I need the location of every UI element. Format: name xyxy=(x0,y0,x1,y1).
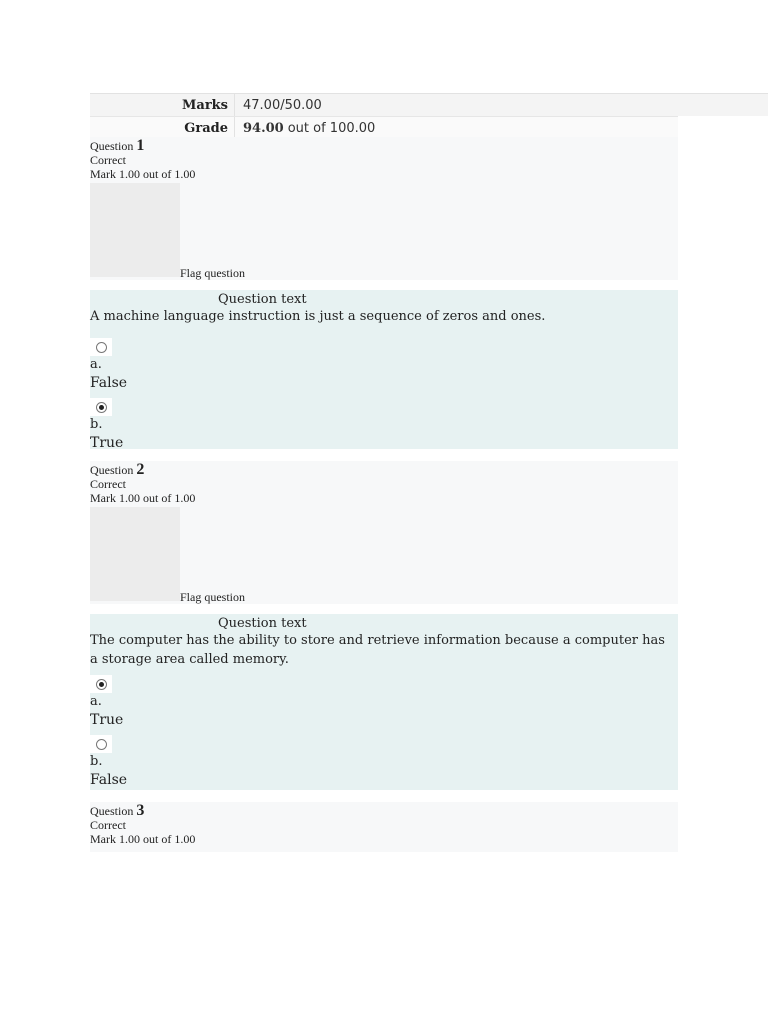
question-number-value: 2 xyxy=(136,461,145,478)
question-status: Correct xyxy=(90,477,126,491)
question-1-info xyxy=(90,137,678,280)
marks-label: Marks xyxy=(182,97,228,113)
radio-button[interactable] xyxy=(96,342,107,353)
answer-letter: a. xyxy=(90,694,102,709)
radio-button[interactable] xyxy=(96,739,107,750)
question-label: Question xyxy=(90,139,134,153)
marks-value: 47.00/50.00 xyxy=(234,94,768,116)
grade-label: Grade xyxy=(184,120,228,136)
question-info-panel xyxy=(90,507,180,601)
question-label: Question xyxy=(90,804,134,818)
question-1-content xyxy=(90,290,678,449)
question-number xyxy=(90,461,678,477)
flag-question-link[interactable]: Flag question xyxy=(180,590,245,604)
grade-suffix: out of 100.00 xyxy=(287,120,376,136)
question-text-heading: Question text xyxy=(218,616,307,631)
radio-button-selected[interactable] xyxy=(96,679,107,690)
answer-option[interactable] xyxy=(90,338,678,392)
question-mark: Mark 1.00 out of 1.00 xyxy=(90,167,196,181)
answer-option[interactable] xyxy=(90,735,678,789)
marks-row xyxy=(90,93,768,116)
question-text-heading: Question text xyxy=(218,292,307,307)
question-number xyxy=(90,802,678,818)
answer-text: True xyxy=(90,435,124,451)
answer-letter: b. xyxy=(90,417,103,432)
question-text: The computer has the ability to store and retrieve information because a computer has a storage area called memory. xyxy=(90,633,665,667)
answer-letter: a. xyxy=(90,357,102,372)
answer-text: False xyxy=(90,772,128,788)
question-status: Correct xyxy=(90,818,126,832)
answer-option[interactable] xyxy=(90,398,678,452)
answer-text: True xyxy=(90,712,124,728)
radio-button-selected[interactable] xyxy=(96,402,107,413)
question-text: A machine language instruction is just a sequence of zeros and ones. xyxy=(90,309,546,324)
question-number xyxy=(90,137,678,153)
question-mark: Mark 1.00 out of 1.00 xyxy=(90,491,196,505)
question-2-content xyxy=(90,614,678,790)
question-number-value: 3 xyxy=(136,802,145,819)
question-info-panel xyxy=(90,183,180,277)
answer-option[interactable] xyxy=(90,675,678,729)
question-label: Question xyxy=(90,463,134,477)
grade-value: 94.00 xyxy=(243,120,284,136)
question-2-info xyxy=(90,461,678,604)
question-mark: Mark 1.00 out of 1.00 xyxy=(90,832,196,846)
quiz-summary xyxy=(90,93,768,141)
answer-letter: b. xyxy=(90,754,103,769)
grade-value-cell xyxy=(234,117,678,139)
flag-question-link[interactable]: Flag question xyxy=(180,266,245,280)
question-number-value: 1 xyxy=(136,137,145,154)
question-3-info xyxy=(90,802,678,852)
answer-text: False xyxy=(90,375,128,391)
question-status: Correct xyxy=(90,153,126,167)
